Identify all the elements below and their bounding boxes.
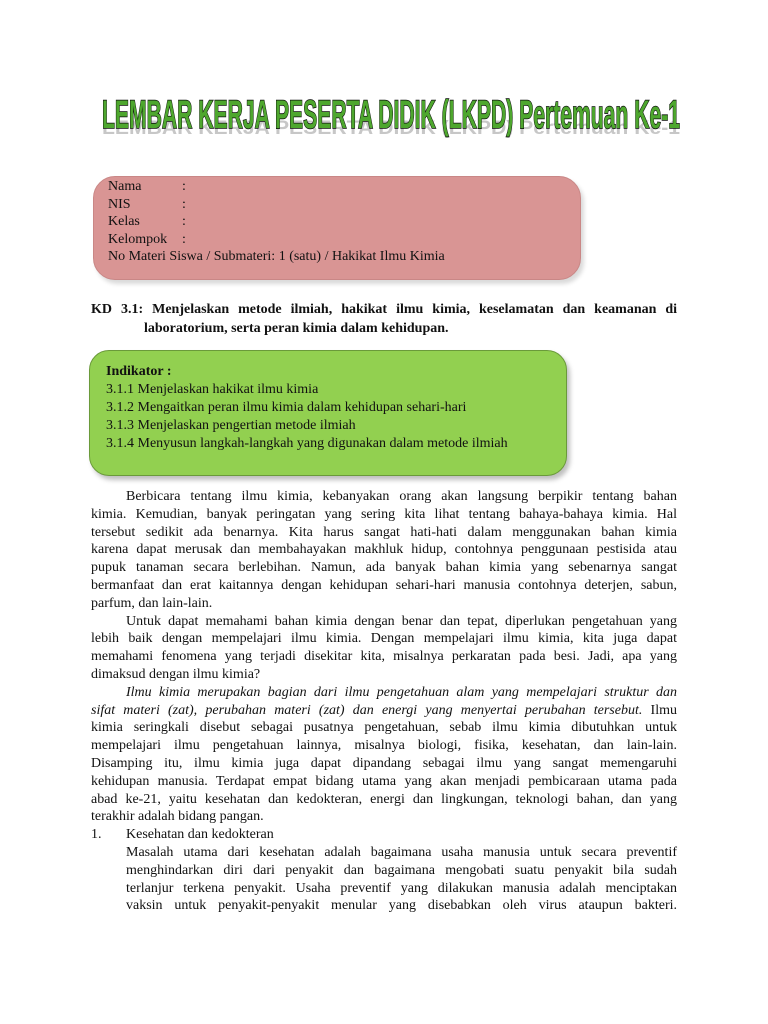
- indikator-item: 3.1.4 Menyusun langkah-langkah yang digunakan dalam metode ilmiah: [106, 436, 508, 451]
- kd-word: keamanan: [594, 302, 657, 317]
- list-text-line: menghindarkan diri dari penyakit dan bagaimana mengobati suatu penyakit bila sudah: [126, 862, 677, 878]
- kd-word: ilmu: [396, 302, 424, 317]
- paragraph-line: mempelajari ilmu pengetahuan lainnya, misalnya biologi, fisika, kesehatan, dan lain-lain.: [91, 738, 677, 754]
- paragraph-line: kimia seringkali disebut sebagai pusatnya pengetahuan, sebab ilmu kimia dibutuhkan untuk: [91, 720, 677, 736]
- info-label: NIS: [108, 196, 131, 212]
- kd-word: ilmiah,: [290, 302, 333, 317]
- indikator-title: Indikator :: [106, 364, 172, 379]
- list-title: Kesehatan dan kedokteran: [126, 827, 274, 843]
- paragraph-line: [91, 684, 677, 702]
- indikator-item: 3.1.2 Mengaitkan peran ilmu kimia dalam kehidupan sehari-hari: [106, 400, 467, 415]
- list-number: 1.: [91, 827, 102, 843]
- info-row-kelas: [108, 213, 580, 231]
- info-row-nama: [108, 178, 580, 196]
- info-colon: :: [182, 196, 186, 212]
- list-text-line: vaksin untuk penyakit-penyakit menular yang disebabkan oleh virus ataupun bakteri.: [126, 898, 677, 914]
- definition-italic: Ilmu kimia merupakan bagian dari ilmu pengetahuan alam yang mempelajari struktur dan: [126, 684, 677, 700]
- info-label: Nama: [108, 179, 142, 194]
- paragraph-line: abad ke-21, yaitu kesehatan dan kedokteran, energi dan lingkungan, teknologi bahan, dan yang: [91, 791, 677, 807]
- list-text-line: Masalah utama dari kesehatan adalah bagaimana usaha manusia untuk secara preventif: [126, 844, 677, 860]
- student-info-box: [93, 176, 581, 280]
- info-colon: :: [182, 179, 186, 194]
- materi-text: No Materi Siswa / Submateri: 1 (satu) / Hakikat Ilmu Kimia: [108, 249, 445, 264]
- title-text: LEMBAR KERJA PESERTA DIDIK (LKPD) Pertemuan Ke-1: [102, 93, 680, 137]
- wordart-title: [96, 86, 686, 158]
- kd-word: kimia,: [432, 302, 471, 317]
- kd-word: di: [665, 302, 678, 317]
- paragraph-line: bermanfaat dan erat kaitannya dengan kehidupan sehari-hari manusia contohnya deterjen, sabun,: [91, 577, 677, 593]
- list-item-heading: [91, 826, 677, 844]
- body-text: [91, 488, 677, 915]
- kd-word: KD: [91, 302, 112, 317]
- paragraph-line: kimia. Kemudian, banyak peringatan yang sering kita lihat tentang bahaya-bahaya kimia. Hal: [91, 506, 677, 522]
- info-colon: :: [182, 231, 186, 247]
- paragraph-line: lebih baik dengan mempelajari ilmu kimia. Dengan mempelajari ilmu kimia, kita juga dapat: [91, 631, 677, 647]
- paragraph-line: Berbicara tentang ilmu kimia, kebanyakan orang akan langsung berpikir tentang bahan: [126, 489, 677, 504]
- paragraph-line: parfum, dan lain-lain.: [91, 595, 213, 611]
- paragraph-text: Ilmu: [642, 702, 677, 718]
- kd-word: metode: [238, 302, 282, 317]
- info-row-kelompok: [108, 231, 580, 249]
- paragraph-line: tersebut sedikit ada benarnya. Kita harus sangat hati-hati dalam menggunakan bahan kimia: [91, 524, 677, 540]
- indikator-item: 3.1.1 Menjelaskan hakikat ilmu kimia: [106, 382, 319, 397]
- kd-word: dan: [562, 302, 586, 317]
- kd-word: 3.1:: [120, 302, 144, 317]
- page-title: [96, 86, 686, 158]
- indikator-item: 3.1.3 Menjelaskan pengertian metode ilmiah: [106, 418, 356, 433]
- info-row-materi: [108, 248, 580, 266]
- paragraph-line: kehidupan manusia. Terdapat empat bidang utama yang akan menjadi pembicaraan utama pada: [91, 773, 677, 789]
- paragraph-line: pupuk tanaman secara berlebihan. Namun, ada banyak bahan kimia yang sebenarnya sangat: [91, 560, 677, 576]
- info-row-nis: [108, 196, 580, 214]
- list-text-line: terlanjur terkena penyakit. Usaha preventif yang dilakukan manusia adalah menciptakan: [126, 880, 677, 896]
- info-label: Kelompok: [108, 231, 168, 247]
- paragraph-line: terakhir adalah bidang pangan.: [91, 809, 264, 825]
- info-colon: :: [182, 214, 186, 229]
- kd-word: hakikat: [341, 302, 388, 317]
- paragraph-line: karena dapat merusak dan membahayakan makhluk hidup, contohnya penggunaan pestisida atau: [91, 542, 677, 558]
- indikator-box: [89, 350, 567, 476]
- info-label: Kelas: [108, 214, 140, 229]
- kd-word: Menjelaskan: [152, 302, 230, 317]
- paragraph-line: dimaksud dengan ilmu kimia?: [91, 666, 261, 682]
- paragraph-line: [91, 702, 677, 720]
- kd-line-1: [91, 300, 677, 319]
- definition-italic: sifat materi (zat), perubahan materi (zat) dan energi yang menyertai perubahan tersebut.: [91, 702, 643, 718]
- kd-statement: [91, 300, 677, 338]
- paragraph-line: memahami fenomena yang terjadi disekitar kita, misalnya perkaratan pada besi. Jadi, apa yang: [91, 649, 677, 665]
- paragraph-line: Disamping itu, ilmu kimia juga dapat dipandang sebagai ilmu yang sangat memengaruhi: [91, 755, 677, 771]
- title-shadow: LEMBAR KERJA PESERTA DIDIK (LKPD) Pertemuan Ke-1: [101, 117, 681, 139]
- paragraph-line: Untuk dapat memahami bahan kimia dengan benar dan tepat, diperlukan pengetahuan yang: [126, 613, 677, 629]
- kd-line-2: laboratorium, serta peran kimia dalam kehidupan.: [144, 321, 449, 336]
- kd-word: keselamatan: [478, 302, 554, 317]
